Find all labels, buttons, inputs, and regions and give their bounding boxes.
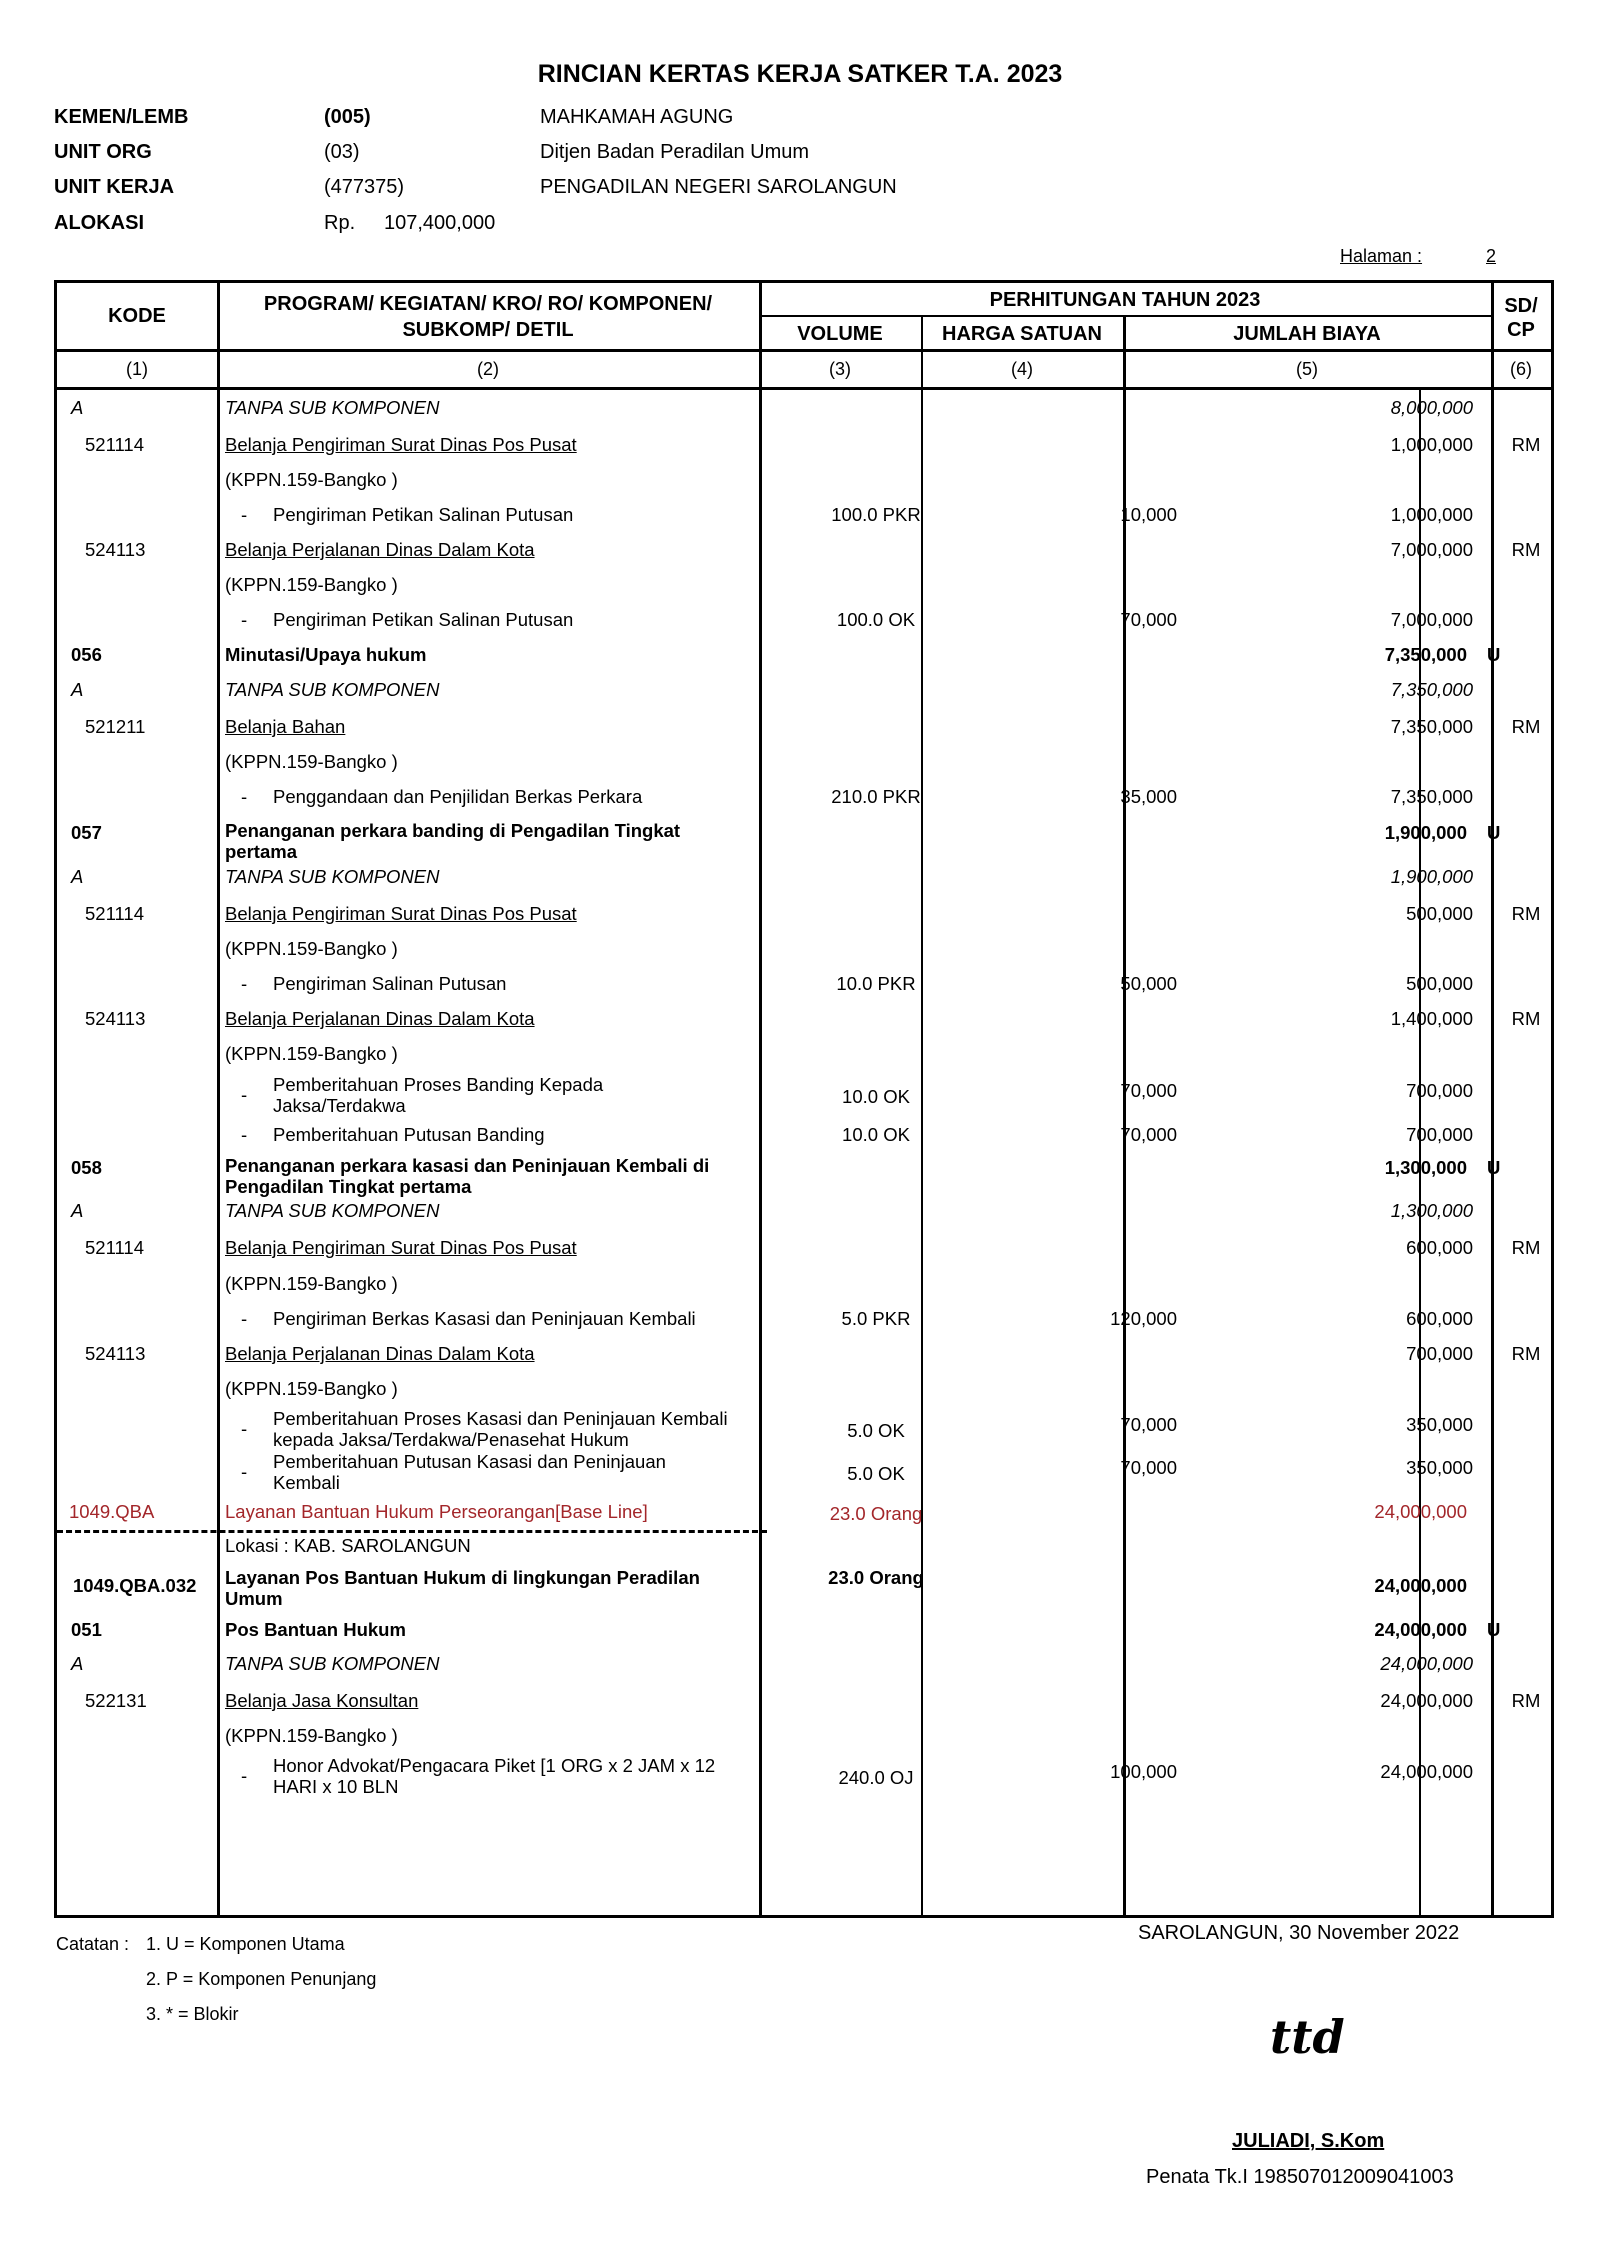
col-number: (4) <box>1011 359 1033 379</box>
row-jumlah: 24,000,000 <box>1380 1690 1473 1711</box>
row-desc: Layanan Pos Bantuan Hukum di lingkungan Peradilan Umum <box>225 1567 700 1609</box>
head-volume: VOLUME <box>797 323 883 345</box>
row-code: 524113 <box>85 539 146 560</box>
catatan-label: Catatan : <box>56 1934 130 1954</box>
row-harga: 10,000 <box>1120 504 1177 525</box>
row-code: 521114 <box>85 1237 144 1258</box>
row-volume: 5.0 OK <box>847 1420 905 1441</box>
detail-dash: - <box>241 1084 248 1105</box>
row-code: 521114 <box>85 903 144 924</box>
detail-dash: - <box>241 1765 248 1786</box>
row-jumlah: 24,000,000 <box>1374 1619 1467 1640</box>
row-jumlah: 24,000,000 <box>1374 1575 1467 1596</box>
col-divider <box>759 283 762 1915</box>
row-desc: TANPA SUB KOMPONEN <box>225 1200 440 1221</box>
row-desc: Pemberitahuan Putusan Banding <box>273 1124 545 1145</box>
row-harga: 70,000 <box>1120 1457 1177 1478</box>
row-desc: (KPPN.159-Bangko ) <box>225 1378 398 1399</box>
detail-dash: - <box>241 609 248 630</box>
row-desc: Minutasi/Upaya hukum <box>225 644 427 665</box>
row-desc: Penanganan perkara banding di Pengadilan Tingkat pertama <box>225 820 681 862</box>
page-title: RINCIAN KERTAS KERJA SATKER T.A. 2023 <box>537 60 1063 88</box>
row-jumlah: 1,900,000 <box>1384 822 1467 843</box>
row-desc: Lokasi : KAB. SAROLANGUN <box>225 1535 471 1556</box>
head-sdcp: SD/ <box>1504 295 1538 317</box>
row-volume: 5.0 OK <box>847 1463 905 1484</box>
col-number: (1) <box>126 359 148 379</box>
row-code: 521211 <box>85 716 146 737</box>
row-code: A <box>71 1200 84 1221</box>
row-harga: 100,000 <box>1110 1761 1177 1782</box>
row-jumlah: 24,000,000 <box>1374 1501 1467 1522</box>
row-desc: Honor Advokat/Pengacara Piket [1 ORG x 2 JAM x 12 HARI x 10 BLN <box>273 1755 716 1797</box>
row-desc: (KPPN.159-Bangko ) <box>225 938 398 959</box>
row-divider <box>57 349 1551 352</box>
row-desc: Pemberitahuan Proses Kasasi dan Peninjauan Kembali kepada Jaksa/Terdakwa/Penasehat Hukum <box>273 1408 728 1450</box>
unitkerja-code: (477375) <box>324 176 405 198</box>
row-harga: 120,000 <box>1110 1308 1177 1329</box>
signature-ttd: ttd <box>1270 2010 1345 2064</box>
row-jumlah: 7,350,000 <box>1390 679 1473 700</box>
row-harga: 70,000 <box>1120 1080 1177 1101</box>
row-u-flag: U <box>1487 1619 1501 1640</box>
row-desc: Belanja Perjalanan Dinas Dalam Kota <box>225 1343 535 1364</box>
col-number: (6) <box>1510 359 1532 379</box>
row-jumlah: 7,000,000 <box>1390 539 1473 560</box>
unitorg-label: UNIT ORG <box>54 141 152 163</box>
row-jumlah: 350,000 <box>1406 1414 1473 1435</box>
row-desc: Pemberitahuan Putusan Kasasi dan Peninjauan Kembali <box>273 1451 666 1493</box>
row-jumlah: 1,400,000 <box>1390 1008 1473 1029</box>
row-desc: Belanja Perjalanan Dinas Dalam Kota <box>225 539 535 560</box>
row-code: A <box>71 679 84 700</box>
detail-dash: - <box>241 1418 248 1439</box>
head-perhitungan: PERHITUNGAN TAHUN 2023 <box>989 289 1261 311</box>
row-volume: 5.0 PKR <box>841 1308 911 1329</box>
note-item: 3. * = Blokir <box>146 2004 239 2024</box>
row-desc: (KPPN.159-Bangko ) <box>225 751 398 772</box>
detail-dash: - <box>241 1124 248 1145</box>
row-sdcp: RM <box>1511 716 1541 737</box>
col-number: (5) <box>1296 359 1318 379</box>
row-jumlah: 700,000 <box>1406 1124 1473 1145</box>
row-volume: 100.0 PKR <box>831 504 921 525</box>
row-code: 1049.QBA <box>69 1501 155 1522</box>
unitorg-name: Ditjen Badan Peradilan Umum <box>540 141 810 163</box>
detail-dash: - <box>241 1308 248 1329</box>
row-volume: 23.0 Orang <box>828 1567 924 1588</box>
col-divider <box>1123 315 1126 1915</box>
row-volume: 23.0 Orang <box>829 1503 923 1524</box>
alokasi-value: 107,400,000 <box>384 212 496 234</box>
row-sdcp: RM <box>1511 434 1541 455</box>
row-sdcp: RM <box>1511 1008 1541 1029</box>
row-desc: Layanan Bantuan Hukum Perseorangan[Base Line] <box>225 1501 648 1522</box>
row-jumlah: 700,000 <box>1406 1343 1473 1364</box>
dashed-divider <box>57 1530 767 1533</box>
row-sdcp: RM <box>1511 903 1541 924</box>
row-jumlah: 700,000 <box>1406 1080 1473 1101</box>
row-harga: 35,000 <box>1120 786 1177 807</box>
row-jumlah: 1,000,000 <box>1390 434 1473 455</box>
row-jumlah: 7,000,000 <box>1390 609 1473 630</box>
row-desc: Pengiriman Petikan Salinan Putusan <box>273 609 574 630</box>
signer-name: JULIADI, S.Kom <box>1232 2130 1385 2152</box>
row-harga: 70,000 <box>1120 1414 1177 1435</box>
row-code: 051 <box>71 1619 102 1640</box>
row-desc: Pos Bantuan Hukum <box>225 1619 406 1640</box>
row-jumlah: 1,900,000 <box>1390 866 1473 887</box>
row-volume: 210.0 PKR <box>831 786 921 807</box>
row-u-flag: U <box>1487 822 1501 843</box>
col-divider <box>921 315 923 1915</box>
row-desc: Belanja Bahan <box>225 716 346 737</box>
row-harga: 50,000 <box>1120 973 1177 994</box>
row-desc: TANPA SUB KOMPONEN <box>225 679 440 700</box>
unitorg-code: (03) <box>324 141 360 163</box>
row-desc: (KPPN.159-Bangko ) <box>225 574 398 595</box>
row-divider <box>57 387 1551 390</box>
row-desc: (KPPN.159-Bangko ) <box>225 1273 398 1294</box>
row-jumlah: 24,000,000 <box>1380 1653 1473 1674</box>
row-code: 524113 <box>85 1343 146 1364</box>
col-divider <box>217 283 220 1915</box>
row-desc: Belanja Pengiriman Surat Dinas Pos Pusat <box>225 903 577 924</box>
detail-dash: - <box>241 973 248 994</box>
note-item: 1. U = Komponen Utama <box>146 1934 345 1954</box>
head-program-2: SUBKOMP/ DETIL <box>402 319 574 341</box>
budget-table <box>54 280 1554 1918</box>
row-sdcp: RM <box>1511 1343 1541 1364</box>
row-code: 522131 <box>85 1690 147 1711</box>
row-desc: Pemberitahuan Proses Banding Kepada Jaksa/Terdakwa <box>273 1074 604 1116</box>
row-desc: Penanganan perkara kasasi dan Peninjauan Kembali di Pengadilan Tingkat pertama <box>225 1155 710 1197</box>
row-sdcp: RM <box>1511 1690 1541 1711</box>
row-desc: (KPPN.159-Bangko ) <box>225 1043 398 1064</box>
row-code: 524113 <box>85 1008 146 1029</box>
signer-title: Penata Tk.I 198507012009041003 <box>1146 2166 1454 2188</box>
row-jumlah: 600,000 <box>1406 1308 1473 1329</box>
row-jumlah: 7,350,000 <box>1390 716 1473 737</box>
head-program: PROGRAM/ KEGIATAN/ KRO/ RO/ KOMPONEN/ <box>263 293 713 315</box>
row-volume: 10.0 OK <box>842 1124 910 1145</box>
alokasi-label: ALOKASI <box>54 212 144 234</box>
row-divider <box>759 315 1491 317</box>
row-desc: Pengiriman Berkas Kasasi dan Peninjauan Kembali <box>273 1308 696 1329</box>
row-volume: 10.0 OK <box>842 1086 910 1107</box>
row-volume: 10.0 PKR <box>836 973 916 994</box>
row-sdcp: RM <box>1511 1237 1541 1258</box>
kemen-label: KEMEN/LEMB <box>54 106 189 128</box>
halaman-label: Halaman : <box>1340 246 1423 266</box>
row-desc: TANPA SUB KOMPONEN <box>225 866 440 887</box>
row-u-flag: U <box>1487 1157 1501 1178</box>
place-date: SAROLANGUN, 30 November 2022 <box>1138 1922 1460 1944</box>
row-code: 056 <box>71 644 102 665</box>
head-harga: HARGA SATUAN <box>942 323 1102 345</box>
row-harga: 70,000 <box>1120 609 1177 630</box>
row-jumlah: 1,300,000 <box>1384 1157 1467 1178</box>
row-desc: (KPPN.159-Bangko ) <box>225 1725 398 1746</box>
row-jumlah: 350,000 <box>1406 1457 1473 1478</box>
row-desc: (KPPN.159-Bangko ) <box>225 469 398 490</box>
unitkerja-label: UNIT KERJA <box>54 176 175 198</box>
row-desc: TANPA SUB KOMPONEN <box>225 397 440 418</box>
head-jumlah: JUMLAH BIAYA <box>1233 323 1381 345</box>
note-item: 2. P = Komponen Penunjang <box>146 1969 377 1989</box>
row-u-flag: U <box>1487 644 1501 665</box>
row-code: 058 <box>71 1157 102 1178</box>
row-desc: Penggandaan dan Penjilidan Berkas Perkara <box>273 786 643 807</box>
unitkerja-name: PENGADILAN NEGERI SAROLANGUN <box>540 176 897 198</box>
row-jumlah: 24,000,000 <box>1380 1761 1473 1782</box>
row-jumlah: 7,350,000 <box>1384 644 1467 665</box>
col-number: (3) <box>829 359 851 379</box>
row-desc: TANPA SUB KOMPONEN <box>225 1653 440 1674</box>
row-jumlah: 500,000 <box>1406 973 1473 994</box>
row-jumlah: 1,000,000 <box>1390 504 1473 525</box>
col-number: (2) <box>477 359 499 379</box>
row-code: 521114 <box>85 434 144 455</box>
head-sdcp-2: CP <box>1507 319 1535 341</box>
row-jumlah: 600,000 <box>1406 1237 1473 1258</box>
row-jumlah: 7,350,000 <box>1390 786 1473 807</box>
kemen-name: MAHKAMAH AGUNG <box>540 106 734 128</box>
row-sdcp: RM <box>1511 539 1541 560</box>
col-divider <box>1491 283 1494 1915</box>
row-volume: 240.0 OJ <box>838 1767 914 1788</box>
halaman-value: 2 <box>1486 246 1497 266</box>
row-code: A <box>71 397 84 418</box>
row-volume: 100.0 OK <box>836 609 916 630</box>
row-jumlah: 500,000 <box>1406 903 1473 924</box>
row-jumlah: 8,000,000 <box>1390 397 1473 418</box>
row-desc: Belanja Jasa Konsultan <box>225 1690 419 1711</box>
row-desc: Belanja Pengiriman Surat Dinas Pos Pusat <box>225 1237 577 1258</box>
detail-dash: - <box>241 786 248 807</box>
kemen-code: (005) <box>324 106 371 128</box>
row-desc: Pengiriman Petikan Salinan Putusan <box>273 504 574 525</box>
detail-dash: - <box>241 504 248 525</box>
row-desc: Pengiriman Salinan Putusan <box>273 973 507 994</box>
row-code: 1049.QBA.032 <box>73 1575 197 1596</box>
row-code: A <box>71 1653 84 1674</box>
row-code: 057 <box>71 822 102 843</box>
row-desc: Belanja Pengiriman Surat Dinas Pos Pusat <box>225 434 577 455</box>
row-desc: Belanja Perjalanan Dinas Dalam Kota <box>225 1008 535 1029</box>
row-code: A <box>71 866 84 887</box>
detail-dash: - <box>241 1461 248 1482</box>
alokasi-currency: Rp. <box>324 212 356 234</box>
row-jumlah: 1,300,000 <box>1390 1200 1473 1221</box>
head-kode: KODE <box>108 305 166 327</box>
row-harga: 70,000 <box>1120 1124 1177 1145</box>
